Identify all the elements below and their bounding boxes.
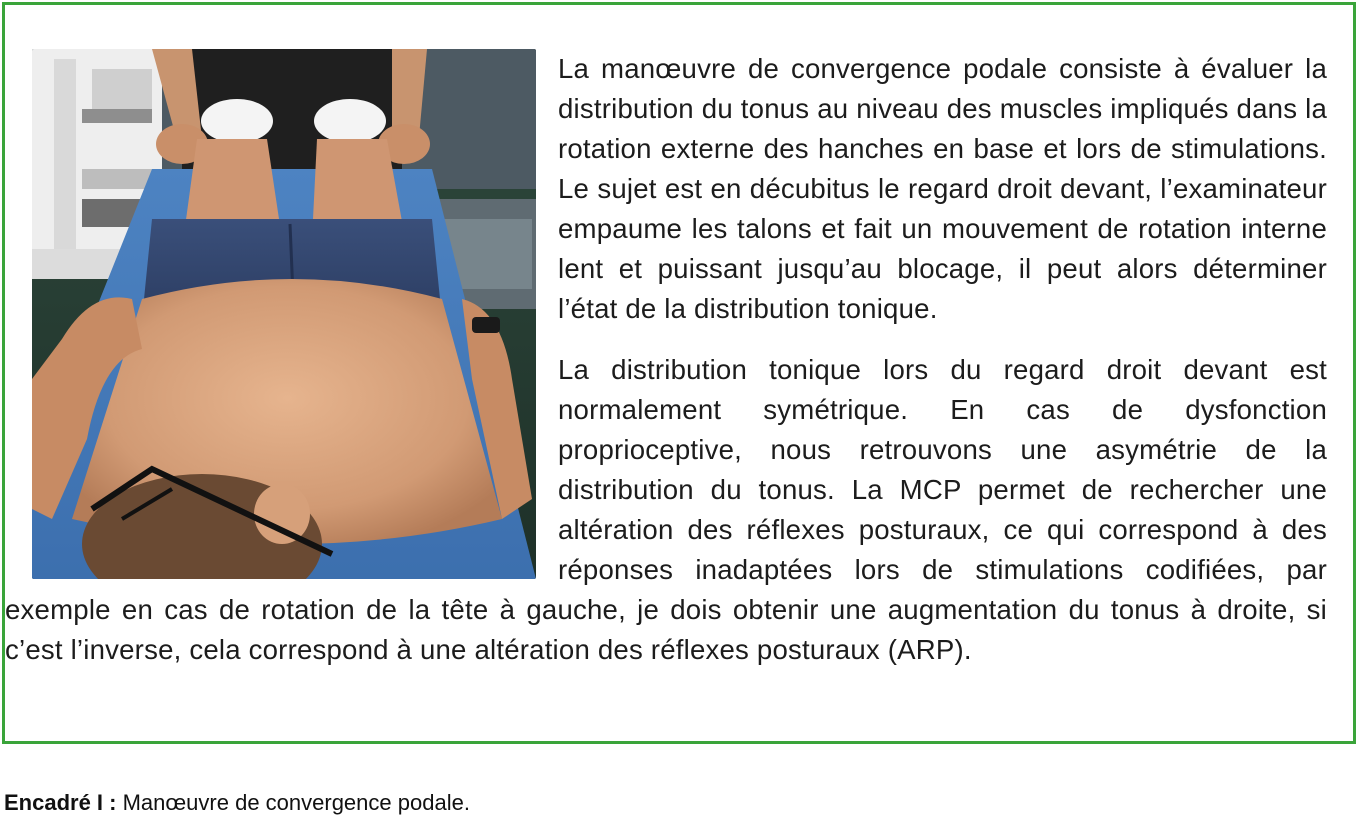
encadre-box: [2, 2, 1356, 744]
paragraph-1: La manœuvre de convergence podale consiste à évaluer la distribution du tonus au niveau des muscles impliqués dans la rotation externe des hanches en base et lors de stimulations. Le sujet est en décubitus le regard droit devant, l’examinateur empaume les talons et fait un mouvement de rotation interne lent et puissant jusqu’au blocage, il peut alors déterminer l’état de la distribution tonique.: [558, 53, 1327, 324]
caption-label: Encadré I :: [4, 790, 117, 815]
paragraph-2: La distribution tonique lors du regard droit devant est normalement symétrique. En cas de dysfonction proprioceptive, nous retrouvons une asymétrie de la distribution du tonus. La MCP permet de rechercher une altération des réflexes posturaux, ce qui correspond à des réponses inadaptées lors de stimulations codifiées, par exemple en cas de rotation de la tête à gauche, je dois obtenir une augmentation du tonus à droite, si c’est l’inverse, cela correspond à une altération des réflexes posturaux (ARP).: [5, 354, 1327, 665]
manoeuvre-photo: [32, 49, 536, 579]
caption-text: Manœuvre de convergence podale.: [122, 790, 470, 815]
figure-caption: [4, 788, 470, 818]
